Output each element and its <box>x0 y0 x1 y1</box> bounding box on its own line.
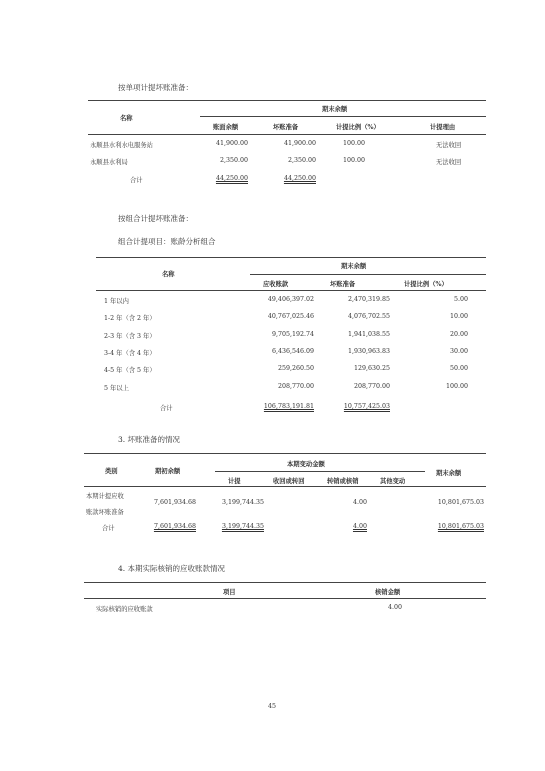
row-ratio: 5.00 <box>453 296 468 303</box>
row-ratio: 30.00 <box>449 347 468 355</box>
col-header-name: 名称 <box>120 115 133 122</box>
col-header-bad: 坏账准备 <box>330 281 356 288</box>
section-group-heading: 按组合计提坏账准备： <box>118 214 193 223</box>
row-bad: 4,076,702.55 <box>347 313 390 321</box>
row-bad: 2,350.00 <box>287 157 316 164</box>
col-header-type: 类别 <box>105 468 118 475</box>
col-header-ratio: 计提比例（%） <box>404 281 448 288</box>
table-rule <box>84 486 486 487</box>
table-rule <box>96 290 486 291</box>
row-name: 永顺县水利局 <box>90 159 128 166</box>
col-header-name: 名称 <box>162 271 175 278</box>
row-name: 5 年以上 <box>104 384 129 392</box>
total-bad: 10,757,425.03 <box>343 403 390 410</box>
col-header-amount: 核销金额 <box>375 589 401 596</box>
col-header-item: 项目 <box>223 589 236 596</box>
row-name: 2-3 年（含 3 年） <box>104 332 156 340</box>
row-accrual: 3,199,744.35 <box>221 499 264 506</box>
row-ending: 10,801,675.03 <box>437 499 484 506</box>
col-header-opening: 期初余额 <box>155 468 181 475</box>
col-header-writeoff: 转销或核销 <box>327 478 359 485</box>
row-bad: 1,941,038.55 <box>347 330 390 338</box>
total-label: 合计 <box>130 177 143 184</box>
table-rule <box>88 134 486 135</box>
section-group-subheading: 组合计提项目：账龄分析组合 <box>118 237 216 246</box>
row-ar: 6,436,546.09 <box>271 347 314 355</box>
row-name: 1 年以内 <box>104 298 129 305</box>
total-bad: 44,250.00 <box>283 175 316 182</box>
row-ratio: 10.00 <box>449 313 468 321</box>
row-label-line1: 本期计提应收 <box>86 493 124 500</box>
total-ending: 10,801,675.03 <box>437 523 484 530</box>
section-single-heading: 按单项计提坏账准备： <box>118 83 193 92</box>
total-accrual: 3,199,744.35 <box>221 523 264 530</box>
row-ar: 40,767,025.46 <box>267 313 314 321</box>
section4-heading: 4. 本期实际核销的应收账款情况 <box>118 564 226 573</box>
row-name: 永顺县水利水电服务站 <box>90 142 153 149</box>
row-reason: 无法收回 <box>436 159 462 166</box>
table-rule <box>200 116 486 117</box>
row-ar: 9,705,192.74 <box>271 330 314 338</box>
total-writeoff: 4.00 <box>352 523 367 530</box>
row-label: 实际核销的应收账款 <box>96 606 153 613</box>
col-header-ratio: 计提比例（%） <box>336 124 380 131</box>
row-label-line2: 账款坏账准备 <box>86 509 124 516</box>
col-header-ending: 期末余额 <box>322 106 348 113</box>
row-ar: 259,260.50 <box>277 365 314 373</box>
row-book: 2,350.00 <box>219 157 248 164</box>
total-label: 合计 <box>102 525 115 532</box>
page-number: 45 <box>267 703 276 710</box>
row-name: 4-5 年（含 5 年） <box>104 367 156 375</box>
total-label: 合计 <box>160 405 173 412</box>
table-rule <box>250 274 486 275</box>
col-header-bad: 坏账准备 <box>273 124 299 131</box>
col-header-ending: 期末余额 <box>436 470 462 477</box>
row-bad: 208,770.00 <box>353 382 390 390</box>
row-ratio: 50.00 <box>449 365 468 373</box>
col-header-book: 账面余额 <box>213 124 239 131</box>
row-bad: 2,470,319.85 <box>347 296 390 303</box>
section3-heading: 3. 坏账准备的情况 <box>118 435 181 444</box>
row-opening: 7,601,934.68 <box>153 499 196 506</box>
table-rule <box>88 100 486 101</box>
row-name: 1-2 年（含 2 年） <box>104 315 156 323</box>
row-reason: 无法收回 <box>436 142 462 149</box>
row-ratio: 100.00 <box>343 157 366 164</box>
col-header-recover: 收回或转回 <box>273 478 305 485</box>
col-header-accrual: 计提 <box>228 478 241 485</box>
col-header-ar: 应收账款 <box>263 281 289 288</box>
total-book: 44,250.00 <box>215 175 248 182</box>
row-ratio: 100.00 <box>445 382 468 390</box>
table-rule <box>84 453 486 454</box>
row-amount: 4.00 <box>387 604 402 611</box>
table-rule <box>96 257 486 258</box>
row-bad: 41,900.00 <box>283 140 316 147</box>
table-rule <box>84 582 486 583</box>
row-book: 41,900.00 <box>215 140 248 147</box>
col-header-change: 本期变动金额 <box>287 461 325 468</box>
row-ratio: 20.00 <box>449 330 468 338</box>
col-header-other: 其他变动 <box>380 478 406 485</box>
row-name: 3-4 年（含 4 年） <box>104 349 156 357</box>
table-rule <box>215 471 425 472</box>
row-ar: 208,770.00 <box>277 382 314 390</box>
row-ar: 49,406,397.02 <box>267 296 314 303</box>
total-opening: 7,601,934.68 <box>153 523 196 530</box>
col-header-reason: 计提理由 <box>430 124 456 131</box>
table-rule <box>84 598 486 599</box>
row-ratio: 100.00 <box>343 140 366 147</box>
row-bad: 1,930,963.83 <box>347 347 390 355</box>
row-bad: 129,630.25 <box>353 365 390 373</box>
col-header-ending: 期末余额 <box>341 263 367 270</box>
total-ar: 106,783,191.81 <box>263 403 314 410</box>
row-writeoff: 4.00 <box>352 499 367 506</box>
